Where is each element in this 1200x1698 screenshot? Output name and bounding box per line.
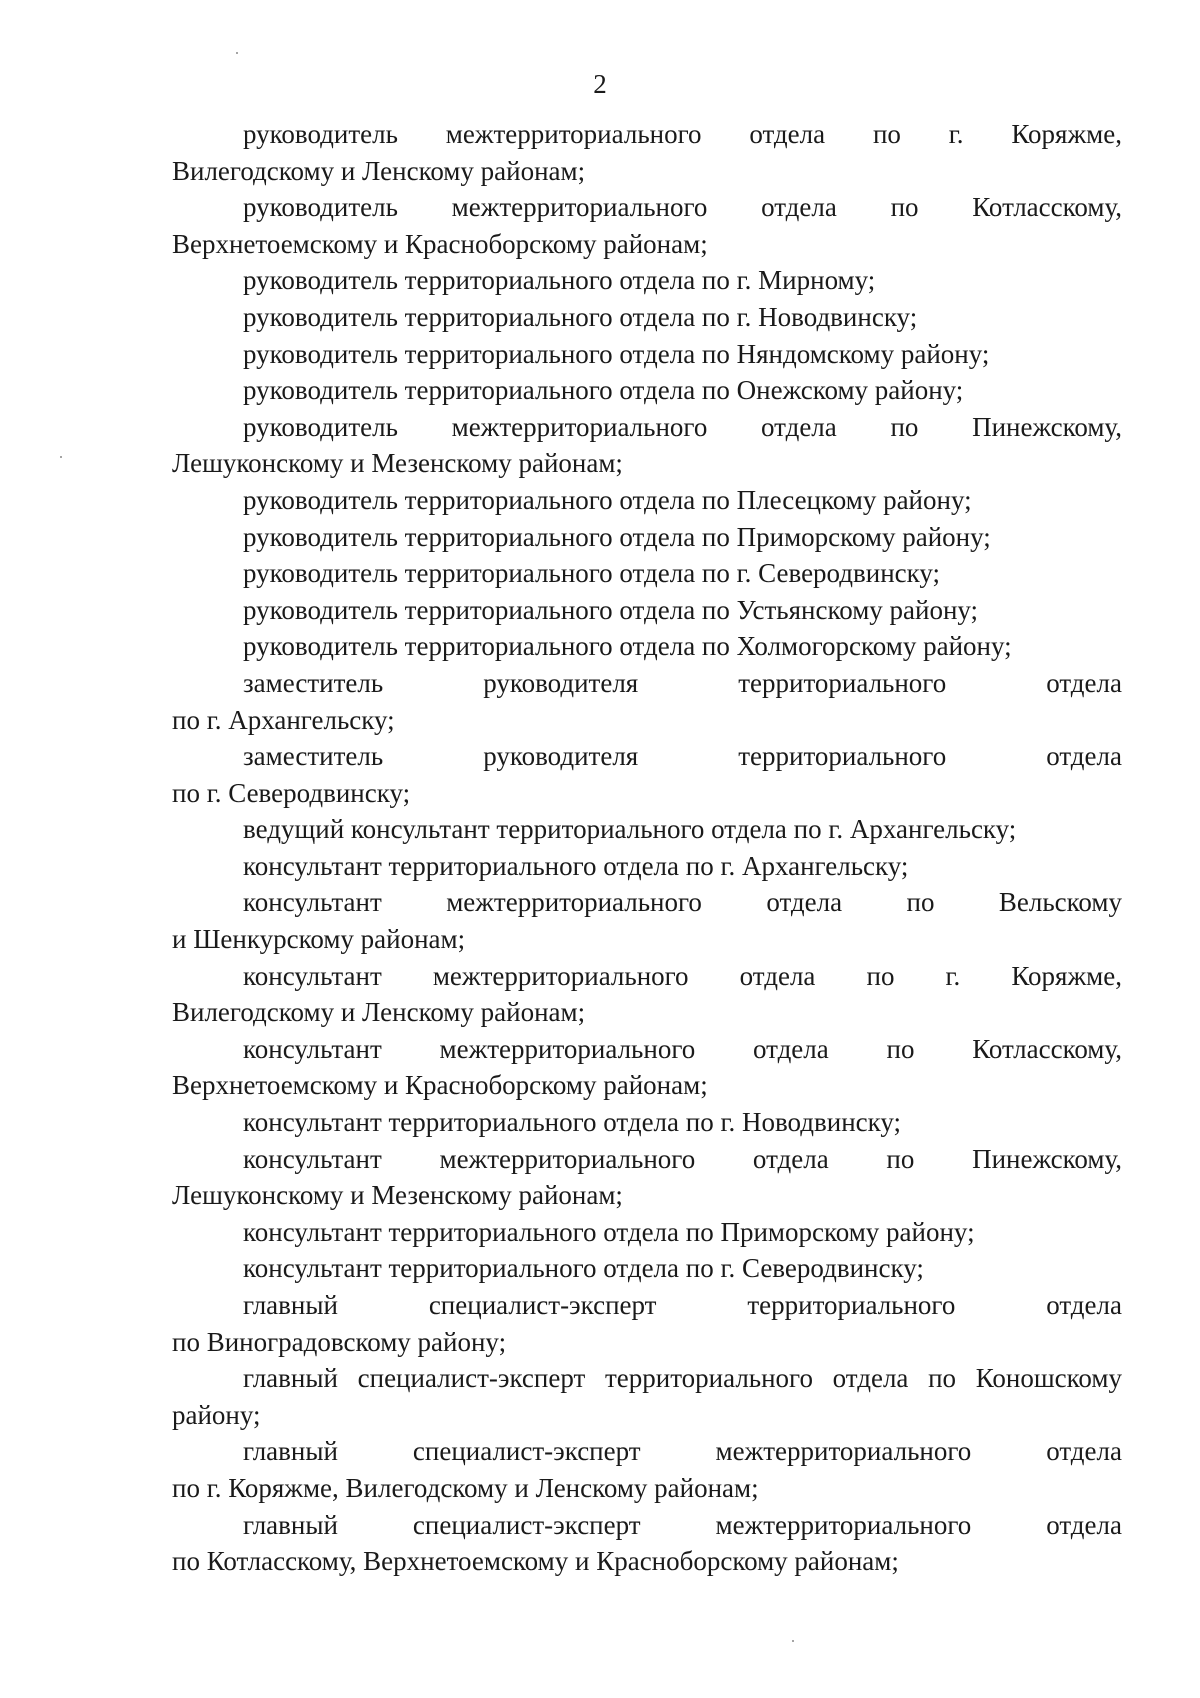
text-line: и Шенкурскому районам; (172, 924, 466, 955)
text-line: по Виноградовскому району; (172, 1326, 507, 1357)
text-line: руководитель территориального отдела по г. Северодвинску; (243, 558, 941, 589)
text-line: Вилегодскому и Ленскому районам; (172, 997, 586, 1028)
text-line: ведущий консультант территориального отдела по г. Архангельску; (243, 814, 1017, 845)
scan-speck (792, 1640, 794, 1642)
text-line: Верхнетоемскому и Красноборскому районам; (172, 1070, 708, 1101)
text-line: консультант межтерриториального отдела по Вельскому (243, 887, 1122, 918)
text-line: по г. Северодвинску; (172, 777, 411, 808)
text-line: Верхнетоемскому и Красноборскому районам; (172, 228, 708, 259)
text-line: главный специалист-эксперт территориального отдела (243, 1290, 1122, 1320)
text-line: главный специалист-эксперт территориального отдела по Коношскому (243, 1363, 1122, 1394)
text-line: руководитель межтерриториального отдела по Пинежскому, (243, 411, 1122, 442)
text-line: консультант территориального отдела по г. Северодвинску; (243, 1253, 924, 1284)
text-line: Лешуконскому и Мезенскому районам; (172, 1180, 623, 1211)
text-line: Вилегодскому и Ленскому районам; (172, 155, 586, 186)
text-line: консультант территориального отдела по Приморскому району; (243, 1216, 975, 1247)
text-line: Лешуконскому и Мезенскому районам; (172, 448, 623, 479)
text-line: по Котласскому, Верхнетоемскому и Красноборскому районам; (172, 1546, 899, 1577)
text-line: руководитель территориального отдела по Холмогорскому району; (243, 631, 1012, 662)
text-line: руководитель территориального отдела по Приморскому району; (243, 521, 991, 552)
text-line: заместитель руководителя территориального отдела (243, 741, 1122, 772)
scan-speck (60, 456, 62, 458)
text-line: руководитель территориального отдела по г. Новодвинску; (243, 301, 918, 332)
text-line: руководитель территориального отдела по Онежскому району; (243, 375, 964, 406)
text-line: консультант территориального отдела по г. Новодвинску; (243, 1107, 902, 1138)
text-line: консультант межтерриториального отдела по Пинежскому, (243, 1143, 1122, 1174)
page-number: 2 (593, 69, 607, 99)
text-line: по г. Архангельску; (172, 704, 395, 735)
document-body (172, 116, 1122, 1580)
text-line: руководитель межтерриториального отдела по Котласскому, (243, 192, 1122, 223)
scan-speck (236, 52, 238, 54)
text-line: руководитель территориального отдела по г. Мирному; (243, 265, 876, 296)
text-line: руководитель территориального отдела по Устьянскому району; (243, 594, 979, 625)
text-line: главный специалист-эксперт межтерриториального отдела (243, 1509, 1122, 1540)
text-line: по г. Коряжме, Вилегодскому и Ленскому районам; (172, 1472, 759, 1503)
text-line: главный специалист-эксперт межтерриториального отдела (243, 1436, 1122, 1467)
text-line: руководитель территориального отдела по Няндомскому району; (243, 338, 990, 369)
text-line: заместитель руководителя территориального отдела (243, 667, 1122, 698)
text-line: консультант межтерриториального отдела по Котласскому, (243, 1033, 1122, 1064)
text-line: руководитель межтерриториального отдела по г. Коряжме, (243, 119, 1122, 149)
text-line: консультант межтерриториального отдела по г. Коряжме, (243, 960, 1122, 991)
text-line: району; (172, 1399, 261, 1430)
text-line: консультант территориального отдела по г. Архангельску; (243, 850, 909, 881)
text-line: руководитель территориального отдела по Плесецкому району; (243, 484, 972, 515)
